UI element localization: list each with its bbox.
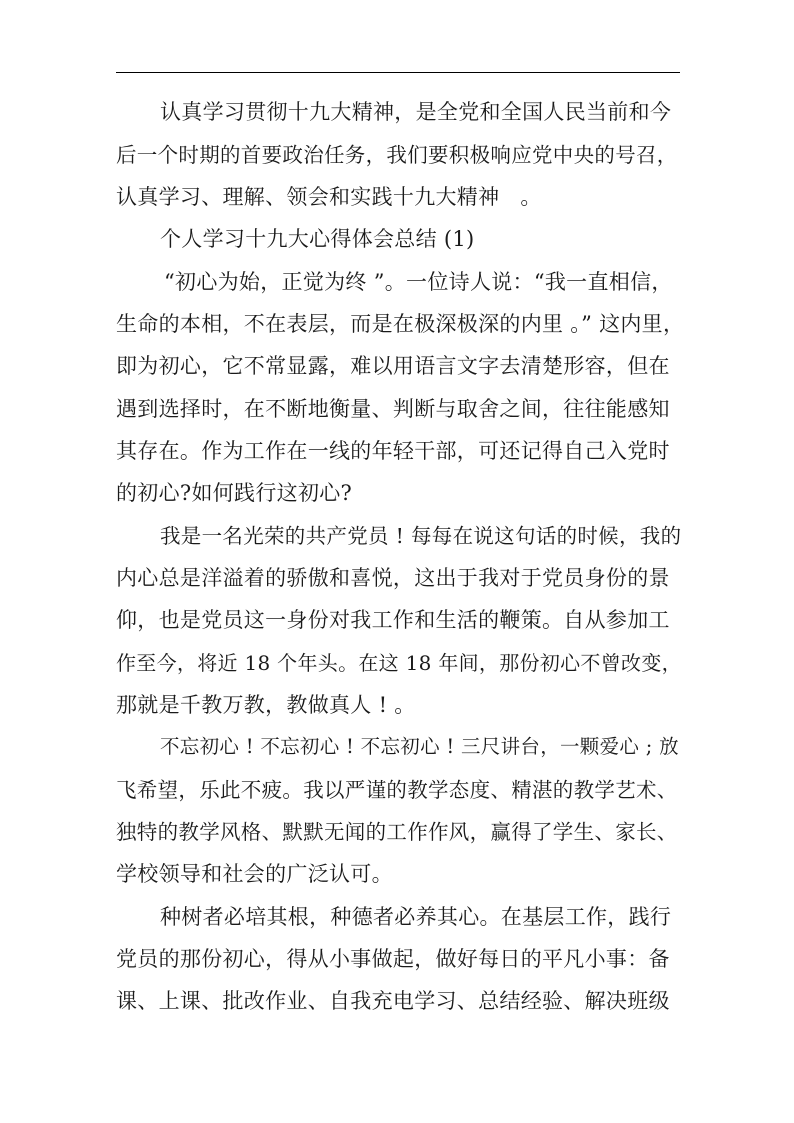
text-line: 仰，也是党员这一身份对我工作和生活的鞭策。自从参加工 bbox=[116, 608, 670, 632]
text-line: 的初心?如何践行这初心? bbox=[116, 481, 353, 505]
text-line: 认真学习、理解、领会和实践十九大精神 。 bbox=[116, 185, 542, 209]
text-line: 作至今，将近 18 个年头。在这 18 年间，那份初心不曾改变， bbox=[116, 651, 682, 675]
text-line: 后一个时期的首要政治任务，我们要积极响应党中央的号召， bbox=[116, 143, 678, 167]
text-line: 党员的那份初心，得从小事做起，做好每日的平凡小事：备 bbox=[116, 947, 670, 971]
text-line: 即为初心，它不常显露，难以用语言文字去清楚形容，但在 bbox=[116, 354, 670, 378]
text-line: 课、上课、批改作业、自我充电学习、总结经验、解决班级 bbox=[116, 989, 670, 1013]
text-line: 遇到选择时，在不断地衡量、判断与取舍之间，往往能感知 bbox=[116, 397, 670, 421]
section-heading: 个人学习十九大心得体会总结 (1) bbox=[160, 227, 475, 251]
text-line: 其存在。作为工作在一线的年轻干部，可还记得自己入党时 bbox=[116, 439, 670, 463]
text-line: 认真学习贯彻十九大精神，是全党和全国人民当前和今 bbox=[160, 100, 672, 124]
header-rule bbox=[116, 72, 680, 73]
text-line: 学校领导和社会的广泛认可。 bbox=[116, 862, 393, 886]
text-line: 那就是千教万教，教做真人 ! 。 bbox=[116, 693, 416, 717]
text-line: 种树者必培其根，种德者必养其心。在基层工作，践行 bbox=[160, 905, 672, 929]
text-line: 飞希望，乐此不疲。我以严谨的教学态度、精湛的教学艺术、 bbox=[116, 778, 678, 802]
text-line: 内心总是洋溢着的骄傲和喜悦，这出于我对于党员身份的景 bbox=[116, 566, 670, 590]
text-line: 独特的教学风格、默默无闻的工作作风，赢得了学生、家长、 bbox=[116, 820, 678, 844]
text-line: 我是一名光荣的共产党员 ! 每每在说这句话的时候，我的 bbox=[160, 524, 682, 548]
text-line: “初心为始，正觉为终 ”。一位诗人说：“我一直相信， bbox=[164, 270, 673, 294]
text-line: 不忘初心 ! 不忘初心 ! 不忘初心 ! 三尺讲台，一颗爱心 ; 放 bbox=[160, 735, 679, 758]
text-line: 生命的本相，不在表层，而是在极深极深的内里 。” 这内里， bbox=[116, 312, 685, 336]
